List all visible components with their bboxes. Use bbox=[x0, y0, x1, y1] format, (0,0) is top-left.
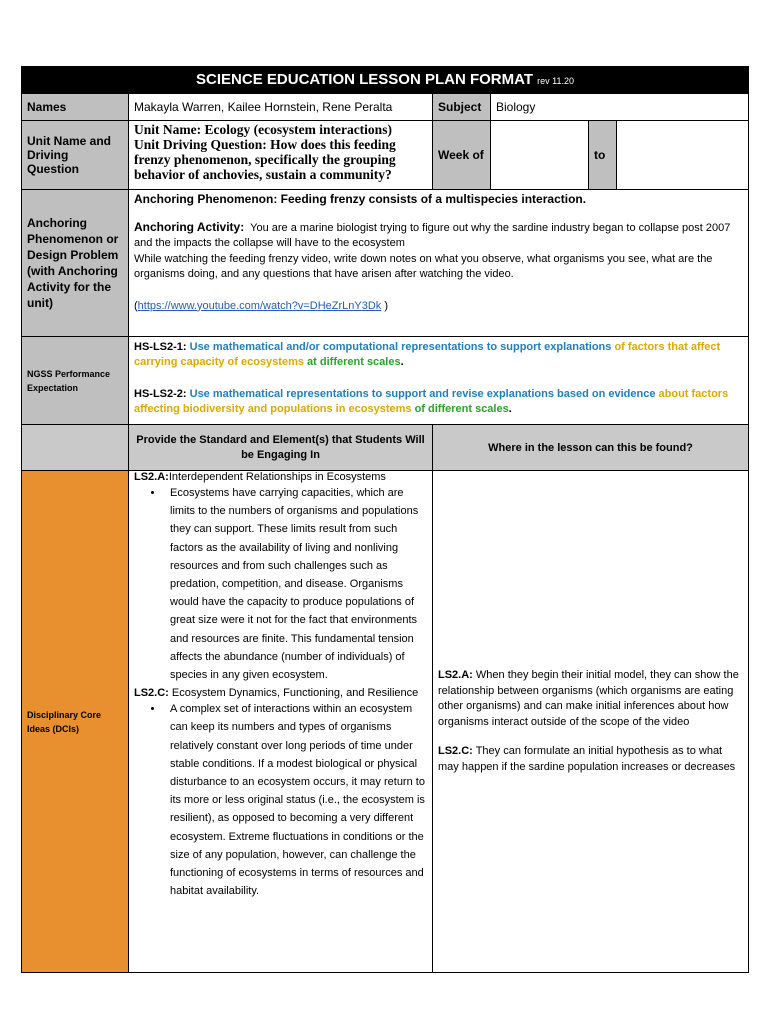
ngss-content bbox=[129, 337, 749, 425]
lesson-plan bbox=[21, 66, 748, 973]
week-start-value bbox=[491, 121, 589, 190]
week-end-value bbox=[617, 121, 749, 190]
unit-driving-question: Unit Driving Question: How does this feeding frenzy phenomenon, specifically the grouping behavior of anchovies, sustain a community? bbox=[134, 137, 396, 182]
standards-header-col1: Provide the Standard and Element(s) that Students Will be Engaging In bbox=[129, 425, 433, 471]
video-link-line: (https://www.youtube.com/watch?v=DHeZrLnY3Dk ) bbox=[134, 299, 389, 312]
dci-ls2a-list bbox=[134, 484, 427, 684]
anchoring-phenomenon: Anchoring Phenomenon: Feeding frenzy consists of a multispecies interaction. bbox=[134, 192, 587, 206]
dci-ls2c-bullet: • A complex set of interactions within an ecosystem can keep its numbers and types of organisms relatively constant over long periods of time under stable conditions. If a modest biological or physical disturbance to an ecosystem occurs, it may return to its more or less original status (i.e., the ecosystem is resilient), as opposed to becoming a very different ecosystem. Extreme fluctuations in conditions or the size of any population, however, can challenge the functioning of ecosystems in terms of resources and habitat availability. bbox=[164, 700, 427, 900]
dci-label: Disciplinary Core Ideas (DCIs) bbox=[22, 471, 129, 973]
subject-value: Biology bbox=[491, 94, 749, 121]
names-value: Makayla Warren, Kailee Hornstein, Rene Peralta bbox=[129, 94, 433, 121]
subject-label: Subject bbox=[433, 94, 491, 121]
unit-label: Unit Name and Driving Question bbox=[22, 121, 129, 190]
where-ls2a: LS2.A: When they begin their initial model, they can show the relationship between organisms (which organisms are eating other organisms) and can make initial inferences about how organisms interact outside of the scope of the video bbox=[438, 669, 739, 728]
ngss-label: NGSS Performance Expectation bbox=[22, 337, 129, 425]
dci-ls2a-bullet: • Ecosystems have carrying capacities, which are limits to the numbers of organisms and populations they can support. These limits result from such factors as the availability of living and nonliving resources and from such challenges such as predation, competition, and disease. Organisms would have the capacity to produce populations of great size were it not for the fact that environments and resources are finite. This fundamental tension affects the abundance (number of individuals) of species in any given ecosystem. bbox=[164, 484, 427, 684]
anchoring-activity-text: You are a marine biologist trying to figure out why the sardine industry began to collapse post 2007 and the impacts the collapse will have to the ecosystem bbox=[134, 221, 731, 249]
anchoring-label: Anchoring Phenomenon or Design Problem (with Anchoring Activity for the unit) bbox=[22, 190, 129, 337]
where-ls2c: LS2.C: They can formulate an initial hypothesis as to what may happen if the sardine population increases or decreases bbox=[438, 745, 736, 773]
to-label: to bbox=[589, 121, 617, 190]
dci-ls2a-heading: LS2.A:Interdependent Relationships in Ecosystems bbox=[134, 471, 386, 483]
dci-ls2c-heading: LS2.C: Ecosystem Dynamics, Functioning, and Resilience bbox=[134, 687, 419, 700]
anchoring-activity bbox=[134, 220, 743, 252]
week-label: Week of bbox=[433, 121, 491, 190]
standards-header-col2: Where in the lesson can this be found? bbox=[433, 425, 749, 471]
dci-standards bbox=[129, 471, 433, 973]
dci-where-found bbox=[433, 471, 749, 973]
video-link[interactable]: https://www.youtube.com/watch?v=DHeZrLnY3Dk bbox=[137, 299, 382, 312]
anchoring-content bbox=[129, 190, 749, 337]
names-label: Names bbox=[22, 94, 129, 121]
unit-text bbox=[129, 121, 433, 190]
lesson-plan-title bbox=[22, 67, 749, 94]
anchoring-watch-instructions: While watching the feeding frenzy video, write down notes on what you observe, what organisms you see, what are the organisms doing, and any questions that have arisen after watching the video. bbox=[134, 252, 713, 280]
title-revision: rev 11.20 bbox=[537, 75, 575, 86]
title-main: SCIENCE EDUCATION LESSON PLAN FORMAT bbox=[196, 70, 533, 88]
dci-ls2c-list bbox=[134, 700, 427, 900]
standards-header-blank bbox=[22, 425, 129, 471]
ngss-pe-1: HS-LS2-1: Use mathematical and/or computational representations to support explanations of factors that affect carrying capacity of ecosystems at different scales. bbox=[134, 341, 721, 368]
unit-name: Unit Name: Ecology (ecosystem interactions) bbox=[134, 122, 392, 137]
anchoring-activity-label: Anchoring Activity: bbox=[134, 219, 245, 234]
lesson-plan-table bbox=[21, 66, 749, 973]
ngss-pe-2: HS-LS2-2: Use mathematical representations to support and revise explanations based on evidence about factors affecting biodiversity and populations in ecosystems of different scales. bbox=[134, 388, 729, 415]
